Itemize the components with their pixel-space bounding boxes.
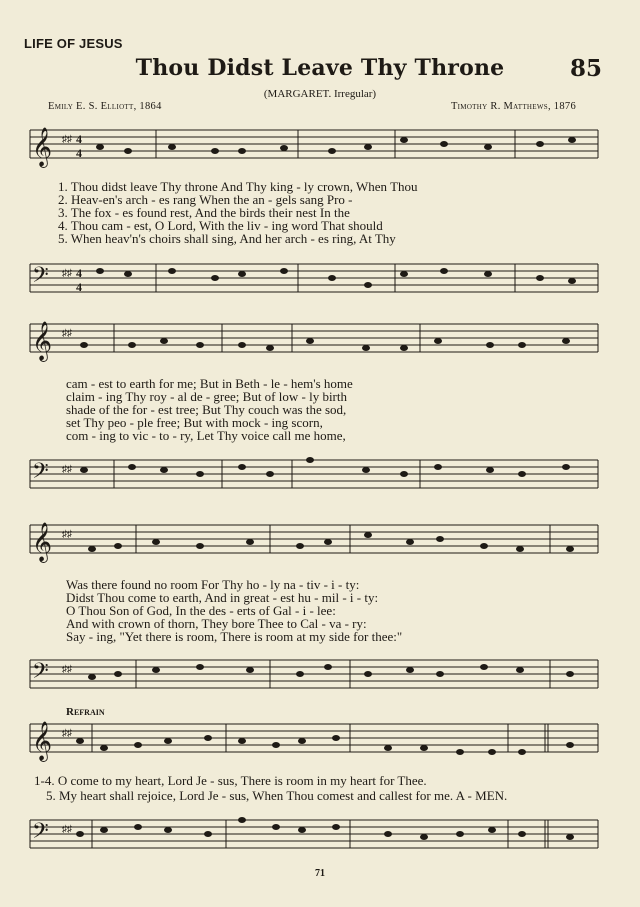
treble-staff-3 — [0, 513, 640, 573]
refrain-line-1: 1-4. O come to my heart, Lord Je - sus, There is room in my heart for Thee. — [34, 773, 427, 788]
svg-text:♯♯: ♯♯ — [62, 328, 72, 339]
svg-text:♯♯: ♯♯ — [62, 664, 72, 675]
refrain-line-2: 5. My heart shall rejoice, Lord Je - sus, When Thou comest and callest for me. A - MEN. — [46, 788, 508, 803]
treble-staff-4 — [0, 712, 640, 772]
tune-name: (MARGARET. Irregular) — [263, 88, 377, 100]
bass-staff-4 — [0, 808, 640, 864]
svg-text:𝄞: 𝄞 — [32, 129, 53, 166]
svg-text:𝄞: 𝄞 — [32, 723, 53, 760]
svg-text:♯♯: ♯♯ — [62, 134, 72, 145]
svg-text:♯♯: ♯♯ — [62, 464, 72, 475]
system-1-verse-5: 5. When heav'n's choirs shall sing, And her arch - es ring, At Thy — [58, 231, 396, 246]
system-2-verse-3: shade of the for - est tree; But Thy couch was the sod, — [66, 402, 347, 417]
svg-text:4: 4 — [76, 266, 82, 280]
svg-text:𝄞: 𝄞 — [32, 524, 53, 561]
bass-staff-2 — [0, 448, 640, 504]
system-3-verse-3: O Thou Son of God, In the des - erts of Gal - i - lee: — [66, 603, 336, 618]
system-1-verse-2: 2. Heav-en's arch - es rang When the an - gels sang Pro - — [58, 192, 353, 207]
system-2-verse-2: claim - ing Thy roy - al de - gree; But of low - ly birth — [66, 389, 347, 404]
system-2-verse-1: cam - est to earth for me; But in Beth - le - hem's home — [66, 376, 353, 391]
system-1-verse-4: 4. Thou cam - est, O Lord, With the liv - ing word That should — [58, 218, 383, 233]
svg-text:𝄞: 𝄞 — [32, 323, 53, 360]
hymn-title: Thou Didst Leave Thy Throne — [135, 55, 505, 81]
svg-text:4: 4 — [76, 280, 82, 294]
system-2-verse-5: com - ing to vic - to - ry, Let Thy voice call me home, — [66, 428, 346, 443]
bass-staff-3 — [0, 648, 640, 704]
svg-text:♯♯: ♯♯ — [62, 824, 72, 835]
svg-text:𝄢: 𝄢 — [32, 819, 49, 848]
svg-text:4: 4 — [76, 132, 82, 146]
svg-text:𝄢: 𝄢 — [32, 459, 49, 488]
refrain-label: Refrain — [66, 706, 105, 718]
section-heading: LIFE OF JESUS — [24, 36, 123, 51]
system-1-verse-3: 3. The fox - es found rest, And the birds their nest In the — [58, 205, 350, 220]
system-1-verse-1: 1. Thou didst leave Thy throne And Thy king - ly crown, When Thou — [58, 179, 418, 194]
svg-text:♯♯: ♯♯ — [62, 529, 72, 540]
svg-text:𝄢: 𝄢 — [32, 659, 49, 688]
composer-credit: Timothy R. Matthews, 1876 — [450, 101, 576, 112]
system-3-verse-2: Didst Thou come to earth, And in great - est hu - mil - i - ty: — [66, 590, 379, 605]
system-3-verse-5: Say - ing, "Yet there is room, There is room at my side for thee:" — [66, 629, 403, 644]
hymn-number: 85 — [569, 55, 602, 82]
svg-text:♯♯: ♯♯ — [62, 728, 72, 739]
svg-text:𝄢: 𝄢 — [32, 263, 49, 292]
system-3-verse-4: And with crown of thorn, They bore Thee to Cal - va - ry: — [66, 616, 367, 631]
svg-text:♯♯: ♯♯ — [62, 268, 72, 279]
page-number: 71 — [315, 868, 325, 879]
system-2-verse-4: set Thy peo - ple free; But with mock - ing scorn, — [66, 415, 323, 430]
bass-staff-1 — [0, 252, 640, 308]
svg-text:4: 4 — [76, 146, 82, 160]
treble-staff-2 — [0, 312, 640, 372]
treble-staff-1 — [0, 118, 640, 178]
author-credit: Emily E. S. Elliott, 1864 — [48, 101, 162, 112]
system-3-verse-1: Was there found no room For Thy ho - ly na - tiv - i - ty: — [66, 577, 360, 592]
